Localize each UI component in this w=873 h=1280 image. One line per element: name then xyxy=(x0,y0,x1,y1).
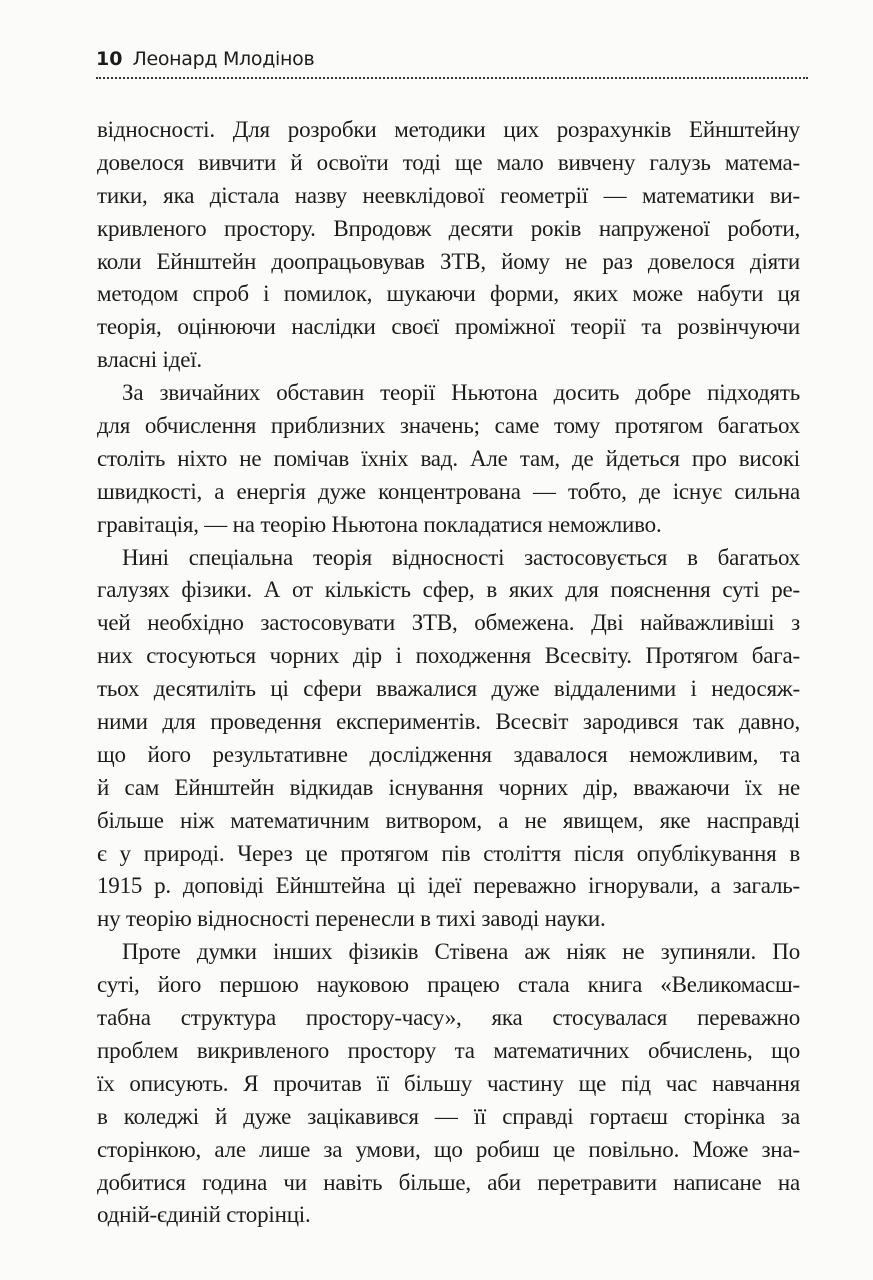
text-line: ну теорію відносності перенесли в тихі заводі науки. xyxy=(97,906,606,932)
text-line: століть ніхто не помічав їхніх вад. Але там, де йдеться про високі xyxy=(97,445,800,471)
text-line: довелося вивчити й освоїти тоді ще мало вивчену галузь матема- xyxy=(97,149,800,175)
text-line: табна структура простору-часу», яка стосувалася переважно xyxy=(97,1005,800,1031)
body-text xyxy=(97,114,800,1232)
text-line: проблем викривленого простору та математичних обчислень, що xyxy=(97,1037,800,1063)
text-line: власні ідеї. xyxy=(97,347,202,373)
text-line: них стосуються чорних дір і походження Всесвіту. Протягом бага- xyxy=(97,643,800,669)
text-line: одній-єдиній сторінці. xyxy=(97,1202,311,1228)
text-line: що його результативне дослідження здавалося неможливим, та xyxy=(97,741,800,767)
text-line: галузях фізики. А от кількість сфер, в яких для пояснення суті ре- xyxy=(97,577,800,603)
text-line: добитися година чи навіть більше, аби перетравити написане на xyxy=(97,1169,800,1195)
text-line: ними для проведення експериментів. Всесвіт зародився так давно, xyxy=(97,709,800,735)
text-line: тьох десятиліть ці сфери вважалися дуже віддаленими і недосяж- xyxy=(97,676,800,702)
text-line: чей необхідно застосовувати ЗТВ, обмежена. Дві найважливіші з xyxy=(97,610,800,636)
running-header xyxy=(96,48,808,78)
text-line: кривленого простору. Впродовж десяти років напруженої роботи, xyxy=(97,215,800,241)
text-line: більше ніж математичним витвором, а не явищем, яке насправді xyxy=(97,807,800,833)
text-line: швидкості, а енергія дуже концентрована — тобто, де існує сильна xyxy=(97,478,800,504)
text-line: теорія, оцінюючи наслідки своєї проміжної теорії та розвінчуючи xyxy=(97,314,800,340)
text-line: відносності. Для розробки методики цих розрахунків Ейнштейну xyxy=(97,117,800,142)
text-line: тики, яка дістала назву неевклідової геометрії — математики ви- xyxy=(97,182,800,208)
text-line: їх описують. Я прочитав її більшу частину ще під час навчання xyxy=(97,1070,800,1096)
text-line: гравітація, — на теорію Ньютона покладатися неможливо. xyxy=(97,511,662,537)
header-divider xyxy=(96,77,808,79)
text-line: суті, його першою науковою працею стала книга «Великомасш- xyxy=(97,972,800,998)
text-line: є у природі. Через це протягом пів століття після опублікування в xyxy=(97,840,800,866)
text-line: й сам Ейнштейн відкидав існування чорних дір, вважаючи їх не xyxy=(97,774,800,800)
text-line: 1915 р. доповіді Ейнштейна ці ідеї переважно ігнорували, а загаль- xyxy=(97,873,800,899)
text-line: За звичайних обставин теорії Ньютона досить добре підходять xyxy=(122,380,800,406)
text-line: коли Ейнштейн доопрацьовував ЗТВ, йому не раз довелося діяти xyxy=(97,248,800,274)
running-title: Леонард Млодінов xyxy=(132,48,315,70)
text-line: Нині спеціальна теорія відносності застосовується в багатьох xyxy=(122,544,800,570)
text-line: Проте думки інших фізиків Стівена аж ніяк не зупиняли. По xyxy=(122,939,800,965)
text-line: в коледжі й дуже зацікавився — її справді гортаєш сторінка за xyxy=(97,1103,800,1129)
text-line: методом спроб і помилок, шукаючи форми, яких може набути ця xyxy=(97,281,800,307)
text-line: для обчислення приблизних значень; саме тому протягом багатьох xyxy=(97,413,800,439)
page-number: 10 xyxy=(96,48,123,70)
text-line: сторінкою, але лише за умови, що робиш це повільно. Може зна- xyxy=(97,1136,800,1162)
